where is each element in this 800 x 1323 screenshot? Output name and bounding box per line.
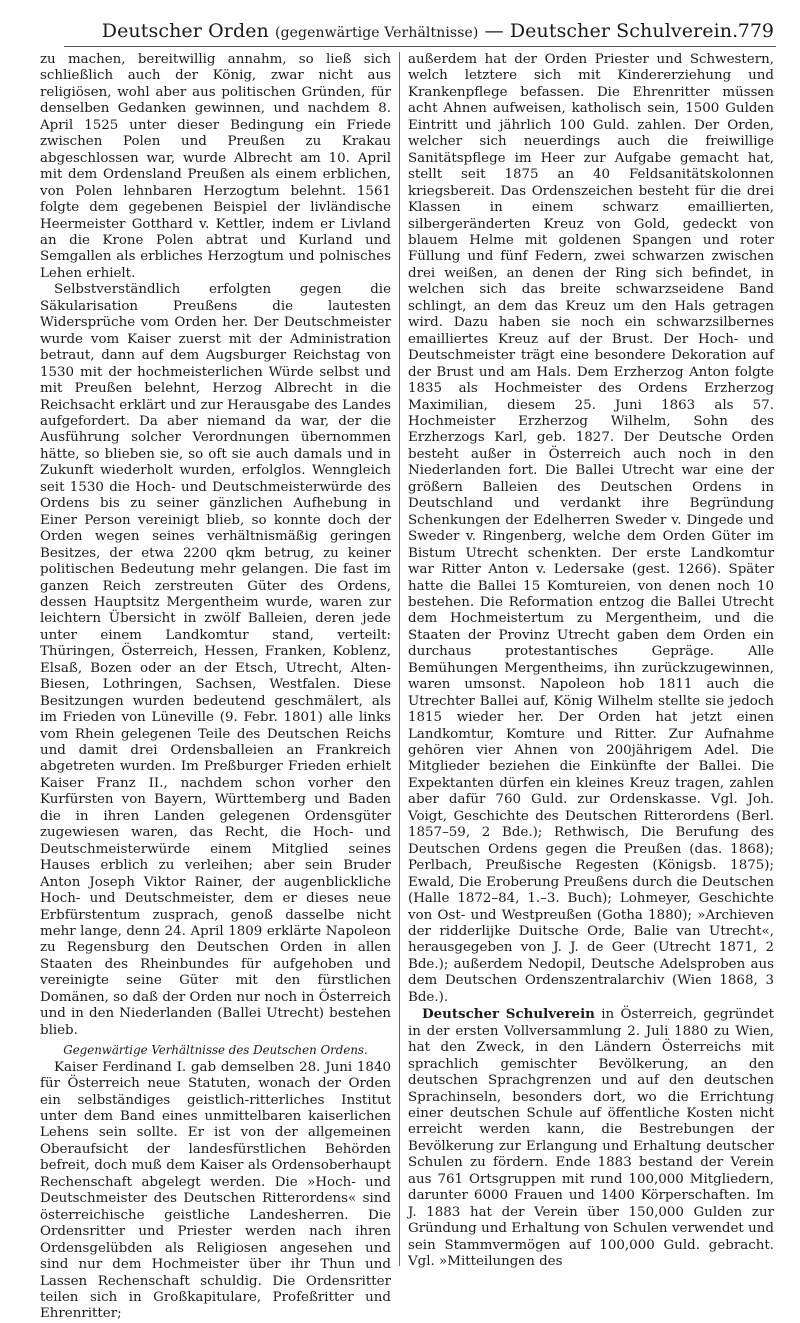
header-separator: — <box>484 20 504 42</box>
header-title: Deutscher Orden <box>101 20 269 42</box>
header-title-2: Deutscher Schulverein. <box>509 20 739 42</box>
page-header <box>64 6 776 47</box>
section-subheading: Gegenwärtige Verhältnisse des Deutschen Ordens. <box>63 1043 368 1058</box>
column-divider <box>399 52 400 1266</box>
paragraph: Kaiser Ferdinand I. gab demselben 28. Juni 1840 für Österreich neue Statuten, wonach der Orden ein selbständiges geistlich-ritterliches Institut unter dem Band eines unmittelbaren kaiserlichen Lehens sein sollte. Er ist von der allgemeinen Oberaufsicht der landesfürstlichen Behörden befreit, doch muß dem Kaiser als Ordensoberhaupt Rechenschaft abgelegt werden. Die »Hoch- und Deutschmeister des Deutschen Ritterordens« sind österreichische geistliche Landesherren. Die Ordensritter und Priester werden nach ihren Ordensgelübden als Religiosen angesehen und sind nur dem Hochmeister über ihr Thun und Lassen Rechenschaft schuldig. Die Ordensritter teilen sich in Großkapitulare, Profeßritter und Ehrenritter; <box>40 1059 391 1322</box>
entry-text: in Österreich, gegründet in der ersten Vollversammlung 2. Juli 1880 zu Wien, hat den Zweck, in den Ländern Österreichs mit sprachlich gemischter Bevölkerung, an den deutschen Sprachgrenzen und auf den deutschen Sprachinseln, besonders dort, wo die Errichtung einer deutschen Schule auf öffentliche Kosten nicht erreicht werden kann, die Bestrebungen der Bevölkerung zur Erlangung und Erhaltung deutscher Schulen zu fördern. Ende 1883 bestand der Verein aus 761 Ortsgruppen mit rund 100,000 Mitgliedern, darunter 6000 Frauen und 1400 Körperschaften. Im J. 1883 hat der Verein über 150,000 Gulden zur Gründung und Erhaltung von Schulen verwendet und sein Stammvermögen auf 100,000 Guld. gebracht. Vgl. »Mitteilungen des <box>408 1007 774 1270</box>
entry-paragraph <box>408 1006 774 1270</box>
running-title <box>102 20 739 46</box>
header-subtitle: (gegenwärtige Verhältnisse) <box>275 25 479 41</box>
page-number: 779 <box>737 20 774 42</box>
paragraph: außerdem hat der Orden Priester und Schwestern, welch letztere sich mit Kindererziehung und Krankenpflege befassen. Die Ehrenritter müssen acht Ahnen aufweisen, katholisch sein, 1500 Gulden Eintritt und jährlich 100 Guld. zahlen. Der Orden, welcher sich neuerdings auch die freiwillige Sanitätspflege im Heer zur Aufgabe gemacht hat, stellt seit 1875 an 40 Feldsanitätskolonnen kriegsbereit. Das Ordenszeichen besteht für die drei Klassen in einem schwarz emaillierten, silbergeränderten Kreuz von Gold, gedeckt von blauem Helme mit goldenen Spangen und roter Füllung und fünf Federn, zwei schwarzen zwischen drei weißen, an denen der Ring sich befindet, in welchen sich das breite schwarzseidene Band schlingt, an dem das Kreuz um den Hals getragen wird. Dazu haben sie noch ein schwarzsilbernes emailliertes Kreuz auf der Brust. Der Hoch- und Deutschmeister trägt eine besondere Dekoration auf der Brust und am Hals. Dem Erzherzog Anton folgte 1835 als Hochmeister des Ordens Erzherzog Maximilian, diesem 25. Juni 1863 als 57. Hochmeister Erzherzog Wilhelm, Sohn des Erzherzogs Karl, geb. 1827. Der Deutsche Orden besteht außer in Österreich auch noch in den Niederlanden fort. Die Ballei Utrecht war eine der größern Balleien des Deutschen Ordens in Deutschland und verdankt ihre Begründung Schenkungen der Edelherren Sweder v. Dingede und Sweder v. Ringenberg, welche dem Orden Güter im Bistum Utrecht schenkten. Der erste Landkomtur war Ritter Anton v. Ledersake (gest. 1266). Später hatte die Ballei 15 Komtureien, von denen noch 10 bestehen. Die Reformation entzog die Ballei Utrecht dem Hochmeistertum zu Mergentheim, und die Staaten der Provinz Utrecht gaben dem Orden ein durchaus protestantisches Gepräge. Alle Bemühungen Mergentheims, ihn zurückzugewinnen, waren umsonst. Napoleon hob 1811 auch die Utrechter Ballei auf, König Wilhelm stellte sie jedoch 1815 wieder her. Der Orden hat jetzt einen Landkomtur, Komture und Ritter. Zur Aufnahme gehören vier Ahnen von 200jährigem Adel. Die Mitglieder beziehen die Einkünfte der Ballei. Die Expektanten dürfen ein kleines Kreuz tragen, zahlen aber dafür 760 Guld. zur Ordenskasse. Vgl. Joh. Voigt, Geschichte des Deutschen Ritterordens (Berl. 1857–59, 2 Bde.); Rethwisch, Die Berufung des Deutschen Ordens gegen die Preußen (das. 1868); Perlbach, Preußische Regesten (Königsb. 1875); Ewald, Die Eroberung Preußens durch die Deutschen (Halle 1872–84, 1.–3. Buch); Lohmeyer, Geschichte von Ost- und Westpreußen (Gotha 1880); »Archieven der ridderlijke Duitsche Orde, Balie van Utrecht«, herausgegeben von J. J. de Geer (Utrecht 1871, 2 Bde.); außerdem Nedopil, Deutsche Adelsproben aus dem Deutschen Ordenszentralarchiv (Wien 1868, 3 Bde.). <box>408 52 774 1005</box>
paragraph: zu machen, bereitwillig annahm, so ließ sich schließlich auch der König, zwar nicht aus religiösen, wohl aber aus politischen Gründen, für denselben Gedanken gewinnen, und nachdem 8. April 1525 unter dieser Bedingung ein Friede zwischen Polen und Preußen zu Krakau abgeschlossen war, wurde Albrecht am 10. April mit dem Ordensland Preußen als einem erblichen, von Polen lehnbaren Herzogtum belehnt. 1561 folgte dem gegebenen Beispiel der livländische Heermeister Gotthard v. Kettler, indem er Livland an die Krone Polen abtrat und Kurland und Semgallen als erbliches Herzogtum und polnisches Lehen erhielt. <box>40 52 391 281</box>
right-column <box>408 52 774 1270</box>
left-column <box>40 52 391 1322</box>
paragraph: Selbstverständlich erfolgten gegen die Säkularisation Preußens die lautesten Widersprüche vom Orden her. Der Deutschmeister wurde vom Kaiser zuerst mit der Administration betraut, dann auf dem Augsburger Reichstag von 1530 mit der hochmeisterlichen Würde selbst und mit Preußen belehnt, Herzog Albrecht in die Reichsacht erklärt und zur Herausgabe des Landes aufgefordert. Da aber niemand da war, der die Ausführung solcher Verordnungen übernommen hätte, so blieben sie, so oft sie auch damals und in Zukunft wiederholt wurden, erfolglos. Wenngleich seit 1530 die Hoch- und Deutschmeisterwürde des Ordens bis zu seiner gänzlichen Aufhebung in Einer Person vereinigt blieb, so konnte doch der Orden wegen seines verhältnismäßig geringen Besitzes, der etwa 2200 qkm betrug, zu keiner politischen Bedeutung mehr gelangen. Die fast im ganzen Reich zerstreuten Güter des Ordens, dessen Hauptsitz Mergentheim wurde, waren zur leichtern Übersicht in zwölf Balleien, deren jede unter einem Landkomtur stand, verteilt: Thüringen, Österreich, Hessen, Franken, Koblenz, Elsaß, Bozen oder an der Etsch, Utrecht, Alten-Biesen, Lothringen, Sachsen, Westfalen. Diese Besitzungen wurden bedeutend geschmälert, als im Frieden von Lüneville (9. Febr. 1801) alle links vom Rhein gelegenen Teile des Deutschen Reichs und damit drei Ordensballeien an Frankreich abgetreten wurden. Im Preßburger Frieden erhielt Kaiser Franz II., nachdem schon vorher den Kurfürsten von Bayern, Württemberg und Baden die in ihren Landen gelegenen Ordensgüter zugewiesen waren, das Recht, die Hoch- und Deutschmeisterwürde einem Mitglied seines Hauses erblich zu verleihen; aber sein Bruder Anton Joseph Viktor Rainer, der augenblickliche Hoch- und Deutschmeister, dem er dieses neue Erbfürstentum zusprach, genoß dasselbe nicht mehr lange, denn 24. April 1809 erklärte Napoleon zu Regensburg den Deutschen Orden in allen Staaten des Rheinbundes für aufgehoben und vereinigte seine Güter mit den fürstlichen Domänen, so daß der Orden nur noch in Österreich und in den Niederlanden (Ballei Utrecht) bestehen blieb. <box>40 282 391 1038</box>
entry-keyword: Deutscher Schulverein <box>422 1006 595 1023</box>
